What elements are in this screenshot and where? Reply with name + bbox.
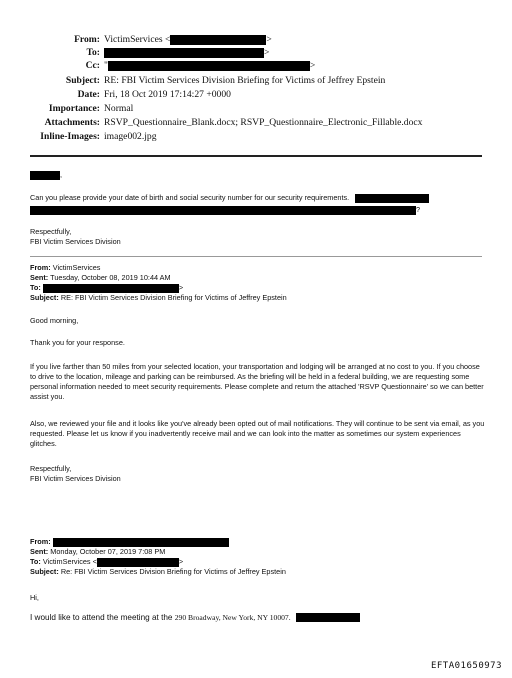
header-from-value: VictimServices < > xyxy=(104,34,272,45)
header-divider xyxy=(30,155,482,157)
redaction-block xyxy=(30,206,416,215)
header-to-label: To: xyxy=(86,47,100,58)
header-attachments-value: RSVP_Questionnaire_Blank.docx; RSVP_Questionnaire_Electronic_Fillable.docx xyxy=(104,117,423,128)
header-to-value: > xyxy=(104,47,269,58)
msg2-signature: FBI Victim Services Division xyxy=(30,474,121,483)
msg2-greeting: Good morning, xyxy=(30,316,79,325)
msg3-subject: Subject: Re: FBI Victim Services Division Briefing for Victims of Jeffrey Epstein xyxy=(30,567,286,576)
msg3-address: 290 Broadway, New York, NY 10007. xyxy=(174,613,291,622)
header-subject-value: RE: FBI Victim Services Division Briefing for Victims of Jeffrey Epstein xyxy=(104,75,386,86)
header-date-label: Date: xyxy=(77,89,100,100)
msg2-signoff: Respectfully, xyxy=(30,464,72,473)
msg-divider xyxy=(30,256,482,257)
redaction-block xyxy=(104,48,264,58)
header-importance-value: Normal xyxy=(104,103,134,114)
redaction-block xyxy=(355,194,429,203)
document-id: EFTA01650973 xyxy=(430,661,502,671)
msg2-from: From: VictimServices xyxy=(30,263,101,272)
header-attachments-label: Attachments: xyxy=(44,117,100,128)
msg3-greeting: Hi, xyxy=(30,593,39,602)
header-inline-images-label: Inline-Images: xyxy=(40,131,100,142)
msg1-body-line2: ? xyxy=(30,205,485,215)
msg2-paragraph-3: Also, we reviewed your file and it looks like you've already been opted out of mail notifications. They will continue to be sent via email, as you requested. Please let us know if you inadvertently receive mail and we can look into the matter as sometimes our system experiences glitches. xyxy=(30,419,485,448)
msg2-paragraph-2: If you live farther than 50 miles from your selected location, your transportation and lodging will be arranged at no cost to you. If you choose to drive to the location, mileage and parking can be reimbursed. As the briefing will be held in a federal building, we are requesting some personal information needed to meet security requirements. Please complete and return the attached 'RSVP Questionnaire' so we can better assist you. xyxy=(30,362,484,401)
msg3-body: I would like to attend the meeting at the 290 Broadway, New York, NY 10007. xyxy=(30,613,485,623)
header-subject-label: Subject: xyxy=(65,75,100,86)
header-from-label: From: xyxy=(74,34,100,45)
msg1-signoff: Respectfully, xyxy=(30,227,72,236)
header-cc-value: " > xyxy=(104,60,316,71)
msg2-sent: Sent: Tuesday, October 08, 2019 10:44 AM xyxy=(30,273,171,282)
msg1-greeting: , xyxy=(30,170,485,180)
header-inline-images-value: image002.jpg xyxy=(104,131,157,142)
msg2-paragraph-1: Thank you for your response. xyxy=(30,338,125,347)
msg3-to: To: VictimServices < > xyxy=(30,557,184,566)
msg1-signature: FBI Victim Services Division xyxy=(30,237,121,246)
redaction-block xyxy=(296,613,360,622)
redaction-block xyxy=(97,558,179,567)
msg3-sent: Sent: Monday, October 07, 2019 7:08 PM xyxy=(30,547,166,556)
msg2-to: To: > xyxy=(30,283,184,292)
header-date-value: Fri, 18 Oct 2019 17:14:27 +0000 xyxy=(104,89,231,100)
redaction-block xyxy=(108,61,310,71)
redaction-block xyxy=(30,171,60,180)
msg3-from: From: xyxy=(30,537,485,547)
msg1-body: Can you please provide your date of birth and social security number for our security requirements. xyxy=(30,193,485,203)
redaction-block xyxy=(43,284,179,293)
header-cc-label: Cc: xyxy=(85,60,100,71)
redaction-block xyxy=(53,538,229,547)
msg2-subject: Subject: RE: FBI Victim Services Division Briefing for Victims of Jeffrey Epstein xyxy=(30,293,287,302)
header-importance-label: Importance: xyxy=(48,103,100,114)
redaction-block xyxy=(170,35,266,45)
